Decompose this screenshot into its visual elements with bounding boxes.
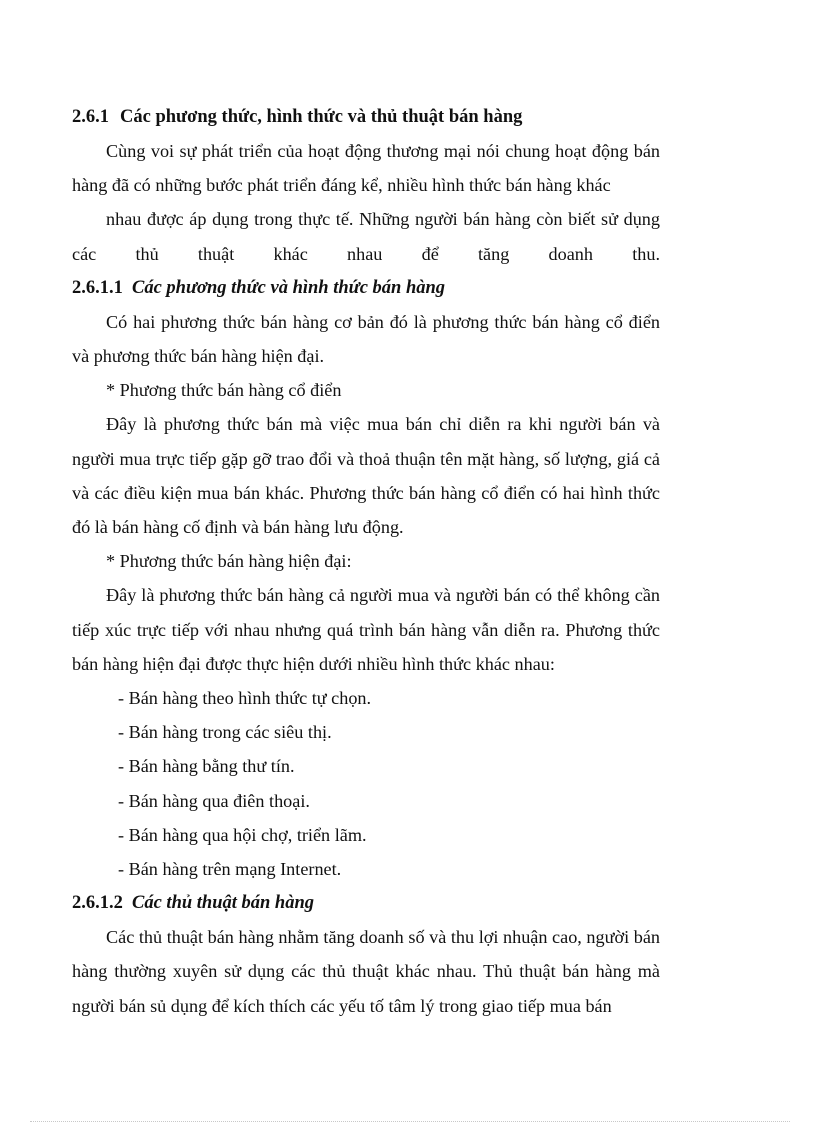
subsection-heading-1: [72, 271, 660, 305]
methods-paragraph: Có hai phương thức bán hàng cơ bản đó là phương thức bán hàng cổ điển và phương thức bán hàng hiện đại.: [72, 311, 660, 367]
list-item: - Bán hàng theo hình thức tự chọn.: [118, 688, 372, 709]
modern-method-heading: * Phương thức bán hàng hiện đại:: [106, 551, 352, 572]
subsection-heading-2: [72, 886, 660, 920]
section-title: Các phương thức, hình thức và thủ thuật bán hàng: [120, 107, 523, 127]
subsection-title-1: Các phương thức và hình thức bán hàng: [132, 277, 446, 298]
classic-method-heading: * Phương thức bán hàng cổ điển: [106, 380, 342, 401]
list-item: - Bán hàng bằng thư tín.: [118, 756, 295, 777]
classic-method-paragraph: Đây là phương thức bán mà việc mua bán chỉ diễn ra khi người bán và người mua trực tiếp gặp gỡ trao đổi và thoả thuận tên mặt hàng, số lượng, giá cả và các điều kiện mua bán khác. Phương thức bán hàng cổ điển có hai hình thức đó là bán hàng cố định và bán hàng lưu động.: [72, 414, 660, 538]
intro-paragraph-2: nhau được áp dụng trong thực tế. Những người bán hàng còn biết sử dụng các thủ thuật khác nhau để tăng doanh thu.: [72, 209, 660, 264]
section-number: 2.6.1: [72, 107, 109, 127]
intro-paragraph-1: Cùng voi sự phát triển của hoạt động thương mại nói chung hoạt động bán hàng đã có những bước phát triển đáng kể, nhiều hình thức bán hàng khác: [72, 141, 660, 196]
subsection-title-2: Các thủ thuật bán hàng: [132, 893, 314, 914]
list-item: - Bán hàng qua điên thoại.: [118, 790, 310, 811]
subsection-number-2: 2.6.1.2: [72, 893, 123, 914]
sales-forms-list: [72, 681, 660, 886]
list-item: - Bán hàng trong các siêu thị.: [118, 722, 332, 743]
subsection-number-1: 2.6.1.1: [72, 277, 123, 298]
modern-method-paragraph: Đây là phương thức bán hàng cả người mua và người bán có thể không cần tiếp xúc trực tiếp với nhau nhưng quá trình bán hàng vẫn diễn ra. Phương thức bán hàng hiện đại được thực hiện dưới nhiều hình thức khác nhau:: [72, 585, 660, 674]
page-bottom-divider: [30, 1121, 790, 1122]
list-item: - Bán hàng trên mạng Internet.: [118, 859, 342, 880]
list-item: - Bán hàng qua hội chợ, triển lãm.: [118, 824, 367, 845]
document-body: [72, 100, 660, 1023]
section-heading: [72, 100, 660, 134]
tactics-paragraph: Các thủ thuật bán hàng nhằm tăng doanh số và thu lợi nhuận cao, người bán hàng thường xuyên sử dụng các thủ thuật khác nhau. Thủ thuật bán hàng mà người bán sủ dụng để kích thích các yếu tố tâm lý trong giao tiếp mua bán: [72, 927, 660, 1016]
